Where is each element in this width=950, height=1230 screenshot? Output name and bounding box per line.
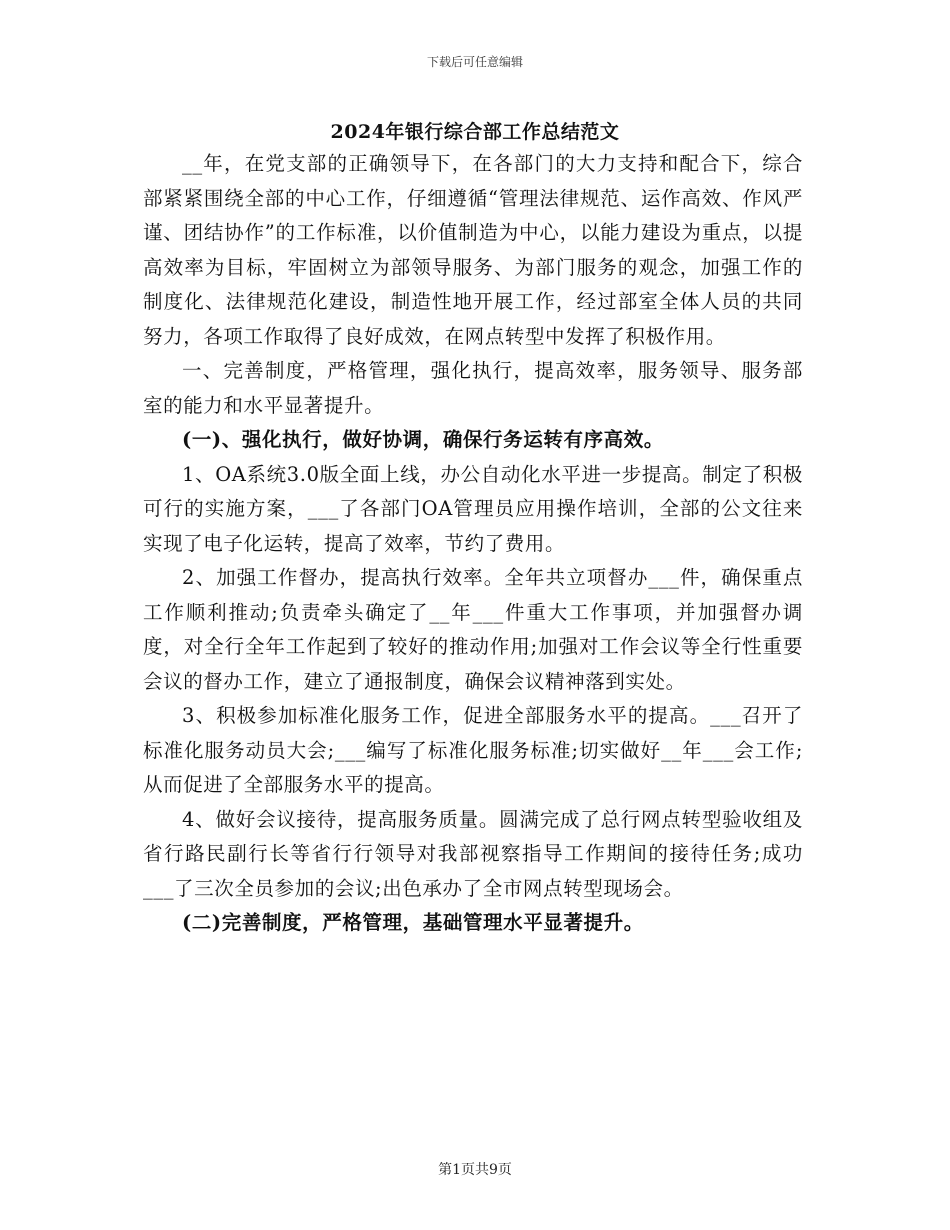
page-number: 第1页共9页	[438, 1162, 512, 1178]
header-note: 下载后可任意编辑	[426, 55, 523, 69]
paragraph-item-1: 1、OA系统3.0版全面上线，办公自动化水平进一步提高。制定了积极可行的实施方案，___了各部门OA管理员应用操作培训，全部的公文往来实现了电子化运转，提高了效率，节约了费用。	[143, 462, 803, 555]
paragraph-item-3: 3、积极参加标准化服务工作，促进全部服务水平的提高。___召开了标准化服务动员大会;___编写了标准化服务标准;切实做好__年___会工作;从而促进了全部服务水平的提高。	[143, 704, 803, 796]
document-title: 2024年银行综合部工作总结范文	[330, 121, 620, 143]
paragraph-item-4: 4、做好会议接待，提高服务质量。圆满完成了总行网点转型验收组及省行路民副行长等省行行领导对我部视察指导工作期间的接待任务;成功___了三次全员参加的会议;出色承办了全市网点转型现场会。	[143, 807, 803, 900]
document-body	[143, 147, 803, 941]
paragraph-intro: __年，在党支部的正确领导下，在各部门的大力支持和配合下，综合部紧紧围绕全部的中心工作，仔细遵循“管理法律规范、运作高效、作风严谨、团结协作”的工作标准，以价值制造为中心，以能力建设为重点，以提高效率为目标，牢固树立为部领导服务、为部门服务的观念，加强工作的制度化、法律规范化建设，制造性地开展工作，经过部室全体人员的共同努力，各项工作取得了良好成效，在网点转型中发挥了积极作用。	[143, 152, 803, 348]
subheading-2: (二)完善制度，严格管理，基础管理水平显著提升。	[182, 911, 644, 934]
subheading-1: (一)、强化执行，做好协调，确保行务运转有序高效。	[182, 428, 664, 451]
paragraph-section-1: 一、完善制度，严格管理，强化执行，提高效率，服务领导、服务部室的能力和水平显著提升。	[143, 359, 803, 417]
paragraph-item-2: 2、加强工作督办，提高执行效率。全年共立项督办___件，确保重点工作顺利推动;负责牵头确定了__年___件重大工作事项，并加强督办调度，对全行全年工作起到了较好的推动作用;加强对工作会议等全行性重要会议的督办工作，建立了通报制度，确保会议精神落到实处。	[143, 566, 803, 693]
